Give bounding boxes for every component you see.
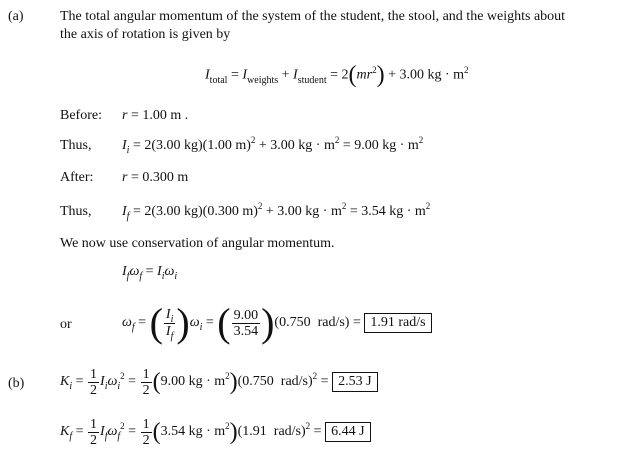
subscript: f <box>117 430 121 442</box>
omega-symbol: ω <box>164 264 175 279</box>
equals: = <box>134 315 150 330</box>
body: 9.00 kg · m <box>160 374 226 389</box>
denominator: 2 <box>142 382 150 398</box>
i-symbol: I <box>157 264 162 279</box>
thus-2-label: Thus, <box>60 204 92 219</box>
superscript: 2 <box>418 135 424 145</box>
body: + 3.00 kg · m <box>255 138 335 153</box>
denominator: 2 <box>90 432 98 448</box>
i-symbol: I <box>122 264 127 279</box>
body: = 2(3.00 kg)(0.300 m) <box>129 204 258 219</box>
subscript: i <box>104 380 108 392</box>
open-paren: ( <box>149 300 163 345</box>
conservation-equation <box>122 264 177 280</box>
omega-symbol: ω <box>122 315 132 330</box>
denominator: 3.54 <box>233 323 259 339</box>
subscript: f <box>131 321 135 333</box>
open-paren: ( <box>152 418 161 445</box>
denominator: 2 <box>90 382 98 398</box>
equals: = <box>142 264 158 279</box>
equals: = <box>227 67 243 83</box>
kf-equation <box>60 412 371 452</box>
denominator: 2 <box>142 432 150 448</box>
equals-two: = 2 <box>326 67 349 83</box>
equals: = <box>202 315 218 330</box>
superscript: 2 <box>312 371 318 381</box>
equals: = <box>72 424 88 439</box>
body: = 9.00 kg · m <box>339 138 419 153</box>
open-paren: ( <box>217 300 231 345</box>
answer-box: 6.44 J <box>325 422 370 442</box>
rate: (1.91 rad/s) <box>237 424 306 439</box>
subscript: f <box>69 430 73 442</box>
ii-equation <box>122 135 424 156</box>
close-paren: ) <box>261 300 275 345</box>
subscript: total <box>209 74 228 86</box>
subscript: f <box>126 211 130 222</box>
numerator: 9.00 <box>233 307 259 323</box>
answer-box: 2.53 J <box>332 372 377 392</box>
i-symbol: I <box>293 67 298 83</box>
r-symbol: r <box>122 170 128 185</box>
intro-line-2: the axis of rotation is given by <box>60 27 231 42</box>
value: = 0.300 m <box>127 170 189 185</box>
answer-box: 1.91 rad/s <box>364 313 431 333</box>
rate: (0.750 rad/s) <box>237 374 313 389</box>
conservation-text: We now use conservation of angular momentum. <box>60 236 335 251</box>
subscript: f <box>104 430 108 442</box>
half-fraction <box>141 367 152 398</box>
superscript: 2 <box>225 371 230 381</box>
i-symbol: I <box>205 67 210 83</box>
body: 3.54 kg · m <box>160 424 226 439</box>
ki-equation <box>60 362 378 402</box>
subscript: i <box>69 380 73 392</box>
i-symbol: I <box>122 138 127 153</box>
subscript: i <box>170 313 174 325</box>
after-value <box>122 170 188 186</box>
omega-symbol: ω <box>107 374 118 389</box>
itotal-equation <box>205 62 469 89</box>
numerator: 1 <box>142 416 150 432</box>
superscript: 2 <box>464 64 469 75</box>
if-equation <box>122 201 431 222</box>
thus-1-label: Thus, <box>60 138 92 153</box>
omega-symbol: ω <box>107 424 118 439</box>
after-label: After: <box>60 170 94 185</box>
k-symbol: K <box>60 374 70 389</box>
close-paren: ) <box>176 300 190 345</box>
half-fraction <box>88 417 99 448</box>
part-b-label: (b) <box>8 376 25 391</box>
superscript: 2 <box>425 201 431 211</box>
body: + 3.00 kg · m <box>262 204 342 219</box>
omega-symbol: ω <box>189 315 200 330</box>
superscript: 2 <box>372 64 377 75</box>
superscript: 2 <box>250 135 256 145</box>
half-fraction <box>88 367 99 398</box>
subscript: f <box>126 271 130 282</box>
plus: + <box>278 67 294 83</box>
denominator <box>164 324 175 340</box>
subscript: f <box>170 330 174 342</box>
r-symbol: r <box>366 67 373 83</box>
superscript: 2 <box>225 421 230 431</box>
superscript: 2 <box>305 421 311 431</box>
subscript: f <box>139 271 143 282</box>
equals: = <box>124 374 140 389</box>
i-symbol: I <box>122 204 127 219</box>
rate: (0.750 rad/s) = <box>274 315 365 330</box>
numerator <box>164 307 175 324</box>
omega-f-equation <box>122 300 432 346</box>
numerator: 1 <box>90 366 98 382</box>
close-paren: ) <box>229 368 238 395</box>
open-paren: ( <box>152 368 161 395</box>
value: = 1.00 m . <box>127 108 189 123</box>
before-label: Before: <box>60 108 102 123</box>
body: = 3.54 kg · m <box>346 204 426 219</box>
open-paren: ( <box>348 62 357 88</box>
close-paren: ) <box>376 62 385 88</box>
superscript: 2 <box>120 421 125 431</box>
ratio-fraction <box>164 307 175 340</box>
equals: = <box>317 374 333 389</box>
r-symbol: r <box>122 108 128 123</box>
numerator: 1 <box>142 366 150 382</box>
body: = 2(3.00 kg)(1.00 m) <box>129 138 251 153</box>
part-a-label: (a) <box>8 9 24 24</box>
before-value <box>122 108 188 124</box>
subscript: i <box>126 145 130 156</box>
subscript: student <box>297 74 327 86</box>
half-fraction <box>141 417 152 448</box>
or-label: or <box>60 317 72 332</box>
close-paren: ) <box>229 418 238 445</box>
rest: + 3.00 kg · m <box>384 67 465 83</box>
subscript: i <box>117 380 121 392</box>
equals: = <box>72 374 88 389</box>
i-symbol: I <box>242 67 248 83</box>
superscript: 2 <box>334 135 340 145</box>
superscript: 2 <box>257 201 263 211</box>
superscript: 2 <box>120 371 125 381</box>
i-symbol: I <box>165 306 171 322</box>
omega-symbol: ω <box>129 264 140 279</box>
subscript: i <box>174 271 178 282</box>
i-symbol: I <box>100 374 105 389</box>
subscript: i <box>199 321 203 333</box>
subscript: weights <box>247 74 279 86</box>
intro-line-1: The total angular momentum of the system of the student, the stool, and the weights about <box>60 9 566 24</box>
m-symbol: m <box>356 67 367 83</box>
i-symbol: I <box>165 323 171 339</box>
equals: = <box>124 424 140 439</box>
numerator: 1 <box>90 416 98 432</box>
superscript: 2 <box>341 201 347 211</box>
k-symbol: K <box>60 424 70 439</box>
i-symbol: I <box>100 424 105 439</box>
subscript: i <box>161 271 165 282</box>
equals: = <box>310 424 326 439</box>
value-fraction <box>232 308 261 339</box>
